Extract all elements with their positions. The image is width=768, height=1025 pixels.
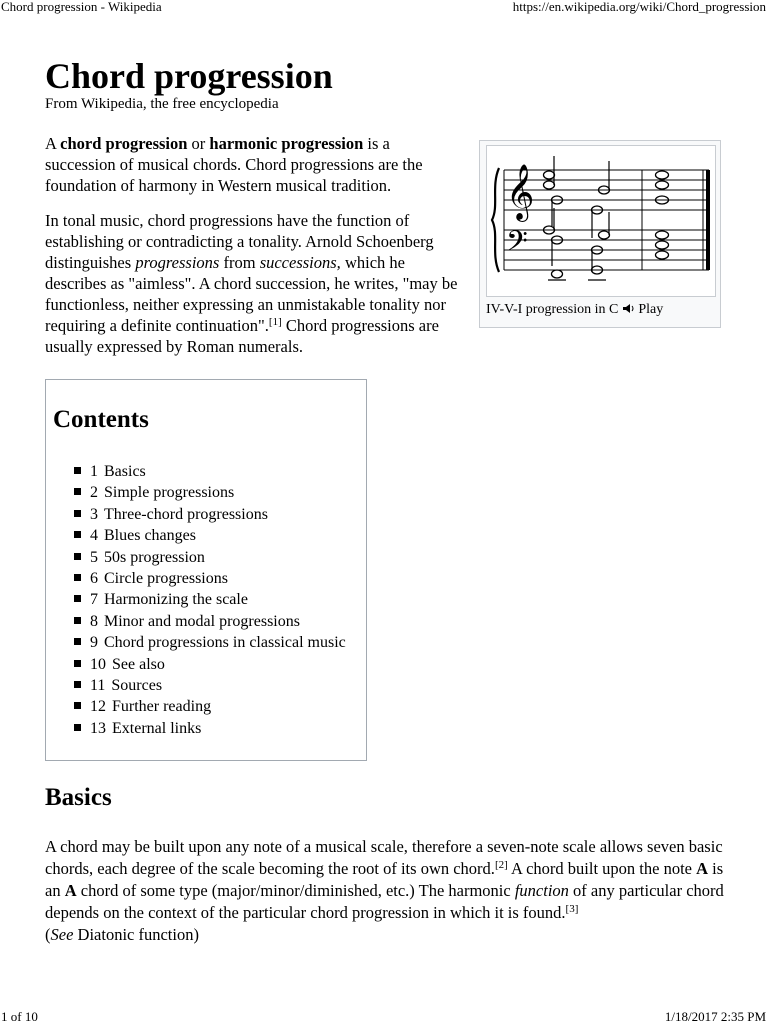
toc-item[interactable]: 1 Basics xyxy=(74,461,346,482)
bullet-icon xyxy=(74,595,81,602)
toc-item[interactable]: 5 50s progression xyxy=(74,547,346,568)
svg-text:𝄞: 𝄞 xyxy=(506,164,535,220)
toc-item[interactable]: 8 Minor and modal progressions xyxy=(74,611,346,632)
toc-heading: Contents xyxy=(53,406,149,433)
print-datetime: 1/18/2017 2:35 PM xyxy=(664,1009,766,1024)
bullet-icon xyxy=(74,681,81,688)
bullet-icon xyxy=(74,488,81,495)
toc-item[interactable]: 2 Simple progressions xyxy=(74,482,346,503)
intro xyxy=(45,133,460,371)
section-heading-basics: Basics xyxy=(45,784,112,811)
play-link[interactable]: Play xyxy=(638,302,664,317)
bullet-icon xyxy=(74,574,81,581)
figure-iv-v-i xyxy=(479,140,721,328)
toc-item[interactable]: 9 Chord progressions in classical music xyxy=(74,632,346,653)
toc-item[interactable]: 13 External links xyxy=(74,718,346,739)
citation-3[interactable]: [3] xyxy=(565,903,579,915)
bullet-icon xyxy=(74,510,81,517)
speaker-icon[interactable] xyxy=(622,303,635,314)
figure-caption: IV-V-I progression in C Play xyxy=(486,302,664,317)
page-counter: 1 of 10 xyxy=(1,1009,38,1024)
browser-page-title: Chord progression - Wikipedia xyxy=(1,0,162,14)
intro-paragraph-2: In tonal music, chord progressions have the function of establishing or contradicting a tonality. Arnold Schoenberg distinguishes progressions from successions, which he describes as "aimless". A chord succession, he writes, "may be functionless, neither expressing an unmistakable tonality nor requiring a definite continuation".[1] Chord progressions are usually expressed by Roman numerals. xyxy=(45,211,458,356)
toc-item[interactable]: 4 Blues changes xyxy=(74,525,346,546)
bullet-icon xyxy=(74,702,81,709)
toc-item[interactable]: 10 See also xyxy=(74,654,346,675)
bullet-icon xyxy=(74,724,81,731)
table-of-contents xyxy=(45,379,367,761)
toc-item[interactable]: 6 Circle progressions xyxy=(74,568,346,589)
toc-list xyxy=(74,461,346,739)
bullet-icon xyxy=(74,660,81,667)
bullet-icon xyxy=(74,467,81,474)
toc-item[interactable]: 12 Further reading xyxy=(74,696,346,717)
sheet-music-image[interactable] xyxy=(486,145,716,297)
bullet-icon xyxy=(74,638,81,645)
bullet-icon xyxy=(74,617,81,624)
bullet-icon xyxy=(74,531,81,538)
toc-item[interactable]: 7 Harmonizing the scale xyxy=(74,589,346,610)
toc-item[interactable]: 11 Sources xyxy=(74,675,346,696)
basics-paragraph: A chord may be built upon any note of a musical scale, therefore a seven-note scale allows seven basic chords, each degree of the scale becoming the root of its own chord.[2] A chord built upon the note A is an A chord of some type (major/minor/diminished, etc.) The harmonic function of any particular chord depends on the context of the particular chord progression in which it is found.[3] (See Diatonic function) xyxy=(45,837,724,944)
intro-paragraph-1: A chord progression or harmonic progression is a succession of musical chords. Chord progressions are the foundation of harmony in Western musical tradition. xyxy=(45,134,423,195)
page-title: Chord progression xyxy=(45,56,333,96)
sheet-music-icon xyxy=(487,146,713,294)
toc-item[interactable]: 3 Three-chord progressions xyxy=(74,504,346,525)
svg-text:𝄢: 𝄢 xyxy=(506,225,528,265)
citation-1[interactable]: [1] xyxy=(268,316,282,328)
page-url: https://en.wikipedia.org/wiki/Chord_progression xyxy=(512,0,766,14)
tagline: From Wikipedia, the free encyclopedia xyxy=(45,96,279,112)
bullet-icon xyxy=(74,553,81,560)
citation-2[interactable]: [2] xyxy=(494,859,508,871)
